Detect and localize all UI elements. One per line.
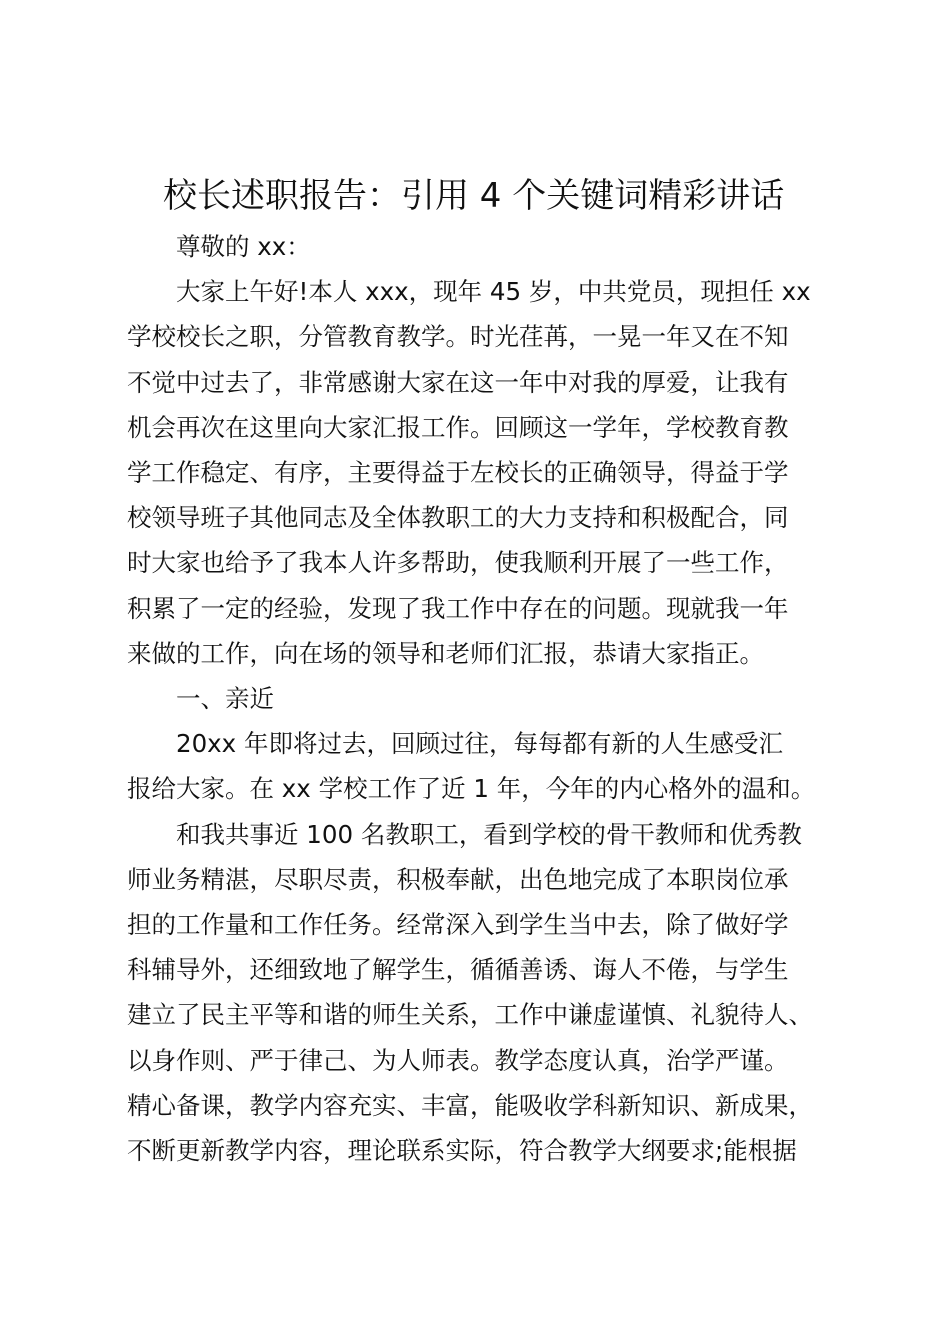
- paragraph-line: 建立了民主平等和谐的师生关系，工作中谦虚谨慎、礼貌待人、: [127, 1000, 813, 1030]
- paragraph-line: 报给大家。在 xx 学校工作了近 1 年，今年的内心格外的温和。: [127, 774, 816, 804]
- section-heading: 一、亲近: [176, 684, 274, 714]
- intro-line: 来做的工作，向在场的领导和老师们汇报，恭请大家指正。: [127, 638, 764, 668]
- intro-line: 学工作稳定、有序，主要得益于左校长的正确领导，得益于学: [127, 458, 789, 488]
- paragraph-line: 不断更新教学内容，理论联系实际，符合教学大纲要求;能根据: [127, 1136, 797, 1166]
- intro-line: 时大家也给予了我本人许多帮助，使我顺利开展了一些工作，: [127, 548, 789, 578]
- paragraph-line: 20xx 年即将过去，回顾过往，每每都有新的人生感受汇: [176, 729, 783, 759]
- salutation: 尊敬的 xx：: [176, 232, 311, 261]
- document-body: [127, 168, 857, 1173]
- intro-line: 学校校长之职，分管教育教学。时光荏苒，一晃一年又在不知: [127, 322, 789, 352]
- paragraph-3: [127, 812, 857, 1174]
- intro-paragraph: [127, 269, 857, 676]
- paragraph-line: 精心备课，教学内容充实、丰富，能吸收学科新知识、新成果，: [127, 1090, 813, 1120]
- paragraph-line: 师业务精湛，尽职尽责，积极奉献，出色地完成了本职岗位承: [127, 864, 789, 894]
- intro-line: 积累了一定的经验，发现了我工作中存在的问题。现就我一年: [127, 593, 789, 623]
- intro-line: 大家上午好!本人 xxx，现年 45 岁，中共党员，现担任 xx: [176, 277, 811, 307]
- paragraph-line: 和我共事近 100 名教职工，看到学校的骨干教师和优秀教: [176, 819, 802, 849]
- paragraph-line: 以身作则、严于律己、为人师表。教学态度认真，治学严谨。: [127, 1045, 789, 1075]
- document-title: 校长述职报告：引用 4 个关键词精彩讲话: [163, 176, 785, 216]
- paragraph-line: 科辅导外，还细致地了解学生，循循善诱、诲人不倦，与学生: [127, 955, 789, 985]
- intro-line: 不觉中过去了，非常感谢大家在这一年中对我的厚爱，让我有: [127, 367, 789, 397]
- paragraph-line: 担的工作量和工作任务。经常深入到学生当中去，除了做好学: [127, 910, 789, 940]
- intro-line: 校领导班子其他同志及全体教职工的大力支持和积极配合，同: [127, 503, 789, 533]
- paragraph-2: [127, 721, 857, 811]
- intro-line: 机会再次在这里向大家汇报工作。回顾这一学年，学校教育教: [127, 412, 789, 442]
